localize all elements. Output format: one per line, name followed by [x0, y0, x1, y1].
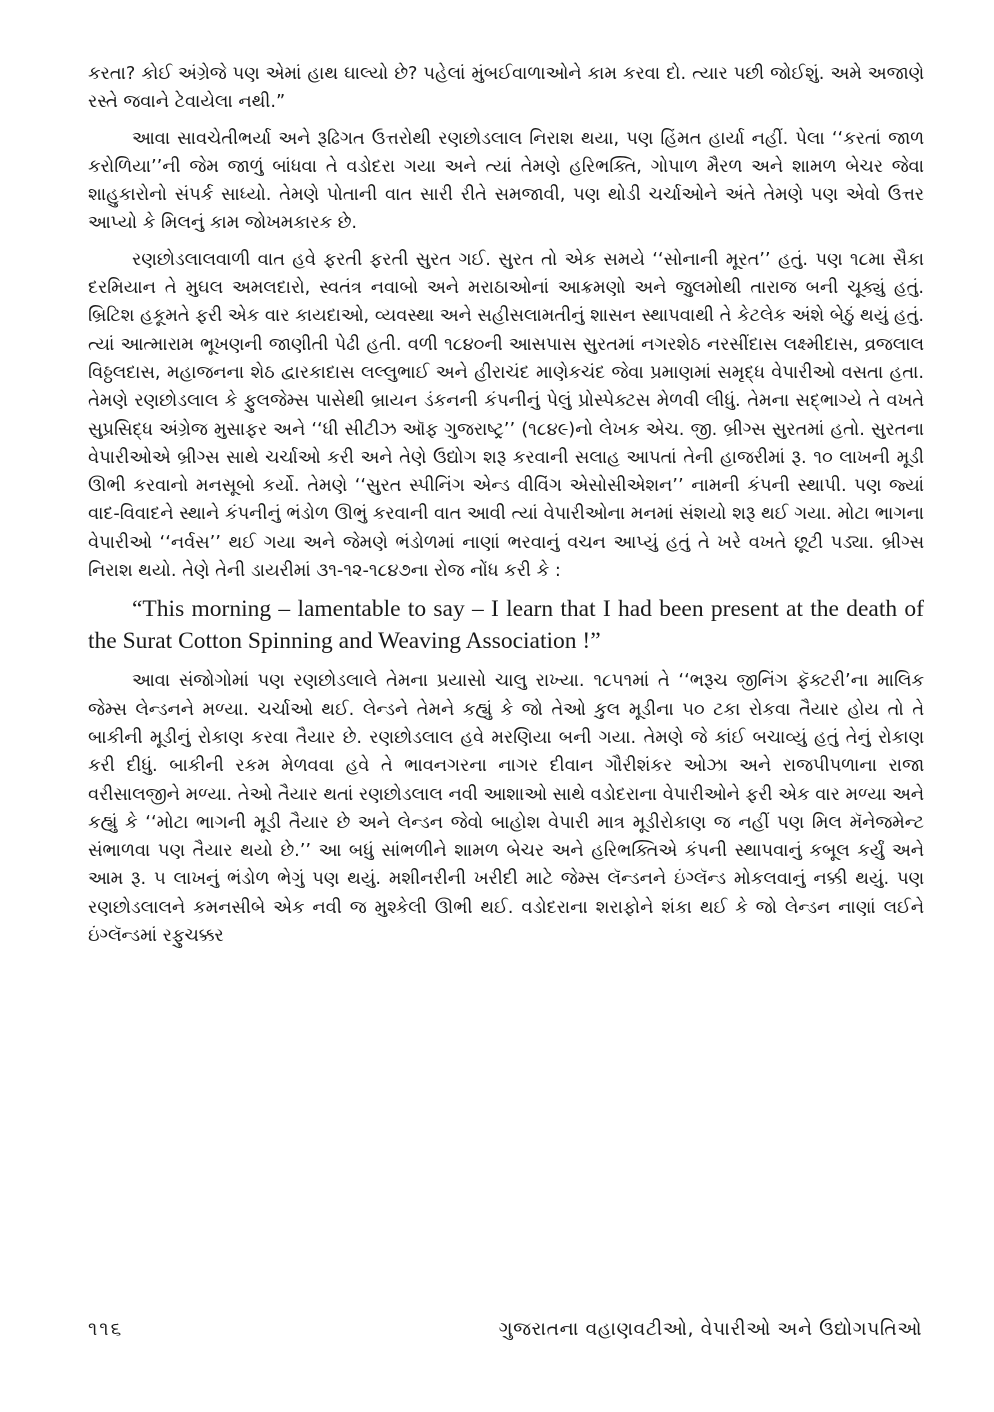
paragraph-continuation: કરતા? કોઈ અંગ્રેજે પણ એમાં હાથ ઘાલ્યો છે? પહેલાં મુંબઈવાળાઓને કામ કરવા દો. ત્યાર પછી જોઈશું. અમે અજાણે રસ્તે જવાને ટેવાયેલા નથી.” — [88, 63, 924, 113]
page-body — [88, 60, 924, 958]
page-number: ૧૧૬ — [88, 1318, 124, 1340]
paragraph-vadodara-bankers: આવા સાવચેતીભર્યા અને રૂઢિગત ઉત્તરોથી રણછોડલાલ નિરાશ થયા, પણ હિંમત હાર્યા નહીં. પેલા ‘‘કરતાં જાળ કરોળિયા’’ની જેમ જાળું બાંધવા તે વડોદરા ગયા અને ત્યાં તેમણે હરિભક્તિ, ગોપાળ મૈરળ અને શામળ બેચર જેવા શાહુકારોનો સંપર્ક સાધ્યો. તેમણે પોતાની વાત સારી રીતે સમજાવી, પણ થોડી ચર્ચાઓને અંતે તેમણે પણ એવો ઉત્તર આપ્યો કે મિલનું કામ જોખમકારક છે. — [88, 127, 924, 234]
paragraph-surat-merchants: રણછોડલાલવાળી વાત હવે ફરતી ફરતી સુરત ગઈ. સુરત તો એક સમયે ‘‘સોનાની મૂરત’’ હતું. પણ ૧૮મા સૈકા દરમિયાન તે મુઘલ અમલદારો, સ્વતંત્ર નવાબો અને મરાઠાઓનાં આક્રમણો અને જુલમોથી તારાજ બની ચૂક્યું હતું. બ્રિટિશ હકૂમતે ફરી એક વાર કાયદાઓ, વ્યવસ્થા અને સહીસલામતીનું શાસન સ્થાપવાથી તે કેટલેક અંશે બેઠું થયું હતું. ત્યાં આત્મારામ ભૂખણની જાણીતી પેઢી હતી. વળી ૧૮૪૦ની આસપાસ સુરતમાં નગરશેઠ નરસીંદાસ લક્ષ્મીદાસ, વ્રજલાલ વિઠ્ઠલદાસ, મહાજનના શેઠ દ્વારકાદાસ લલ્લુભાઈ અને હીરાચંદ માણેકચંદ જેવા પ્રમાણમાં સમૃદ્ધ વેપારીઓ વસતા હતા. તેમણે રણછોડલાલ કે ફુલજેમ્સ પાસેથી બ્રાયન ડંકનની કંપનીનું પેલું પ્રોસ્પેક્ટસ મેળવી લીધું. તેમના સદ્ભાગ્યે તે વખતે સુપ્રસિદ્ધ અંગ્રેજ મુસાફર અને ‘‘ધી સીટીઝ ઑફ ગુજરાષ્ટ્ર’’ (૧૮૪૯)નો લેખક એચ. જી. બ્રીગ્સ સુરતમાં હતો. સુરતના વેપારીઓએ બ્રીગ્સ સાથે ચર્ચાઓ કરી અને તેણે ઉદ્યોગ શરૂ કરવાની સલાહ આપતાં તેની હાજરીમાં રૂ. ૧૦ લાખની મૂડી ઊભી કરવાનો મનસૂબો કર્યો. તેમણે ‘‘સુરત સ્પીનિંગ એન્ડ વીવિંગ એસોસીએશન’’ નામની કંપની સ્થાપી. પણ જ્યાં વાદ-વિવાદને સ્થાને કંપનીનું ભંડોળ ઊભું કરવાની વાત આવી ત્યાં વેપારીઓના મનમાં સંશયો શરૂ થઈ ગયા. મોટા ભાગના વેપારીઓ ‘‘નર્વસ’’ થઈ ગયા અને જેમણે ભંડોળમાં નાણાં ભરવાનું વચન આપ્યું હતું તે ખરે વખતે છૂટી પડ્યા. બ્રીગ્સ નિરાશ થયો. તેણે તેની ડાયરીમાં ૩૧-૧૨-૧૮૪૭ના રોજ નોંધ કરી કે : — [88, 248, 924, 582]
page-footer — [88, 1318, 922, 1350]
paragraph-landon-partnership: આવા સંજોગોમાં પણ રણછોડલાલે તેમના પ્રયાસો ચાલુ રાખ્યા. ૧૮૫૧માં તે ‘‘ભરૂચ જીનિંગ ફૅક્ટરી’ના માલિક જેમ્સ લેન્ડનને મળ્યા. ચર્ચાઓ થઈ. લેન્ડને તેમને કહ્યું કે જો તેઓ કુલ મૂડીના ૫૦ ટકા રોકવા તૈયાર હોય તો તે બાકીની મૂડીનું રોકાણ કરવા તૈયાર છે. રણછોડલાલ હવે મરણિયા બની ગયા. તેમણે જે કાંઈ બચાવ્યું હતું તેનું રોકાણ કરી દીધું. બાકીની રકમ મેળવવા હવે તે ભાવનગરના નાગર દીવાન ગૌરીશંકર ઓઝા અને રાજપીપળાના રાજા વરીસાલજીને મળ્યા. તેઓ તૈયાર થતાં રણછોડલાલ નવી આશાઓ સાથે વડોદરાના વેપારીઓને ફરી એક વાર મળ્યા અને કહ્યું કે ‘‘મોટા ભાગની મૂડી તૈયાર છે અને લેન્ડન જેવો બાહોશ વેપારી માત્ર મૂડીરોકાણ જ નહીં પણ મિલ મૅનેજમેન્ટ સંભાળવા પણ તૈયાર થયો છે.’’ આ બધું સાંભળીને શામળ બેચર અને હરિભક્તિએ કંપની સ્થાપવાનું કબૂલ કર્યું અને આમ રૂ. ૫ લાખનું ભંડોળ ભેગું પણ થયું. મશીનરીની ખરીદી માટે જેમ્સ લૅન્ડનને ઇંગ્લૅન્ડ મોકલવાનું નક્કી થયું. પણ રણછોડલાલને કમનસીબે એક નવી જ મુશ્કેલી ઊભી થઈ. વડોદરાના શરાફોને શંકા થઈ કે જો લેન્ડન નાણાં લઈને ઇંગ્લૅન્ડમાં રફુચક્કર — [88, 670, 924, 947]
diary-quote: “This morning – lamentable to say – I learn that I had been present at the death of the Surat Cotton Spinning and Weaving Association !” — [88, 596, 924, 655]
running-title: ગુજરાતના વહાણવટીઓ, વેપારીઓ અને ઉદ્યોગપતિઓ — [498, 1318, 922, 1340]
